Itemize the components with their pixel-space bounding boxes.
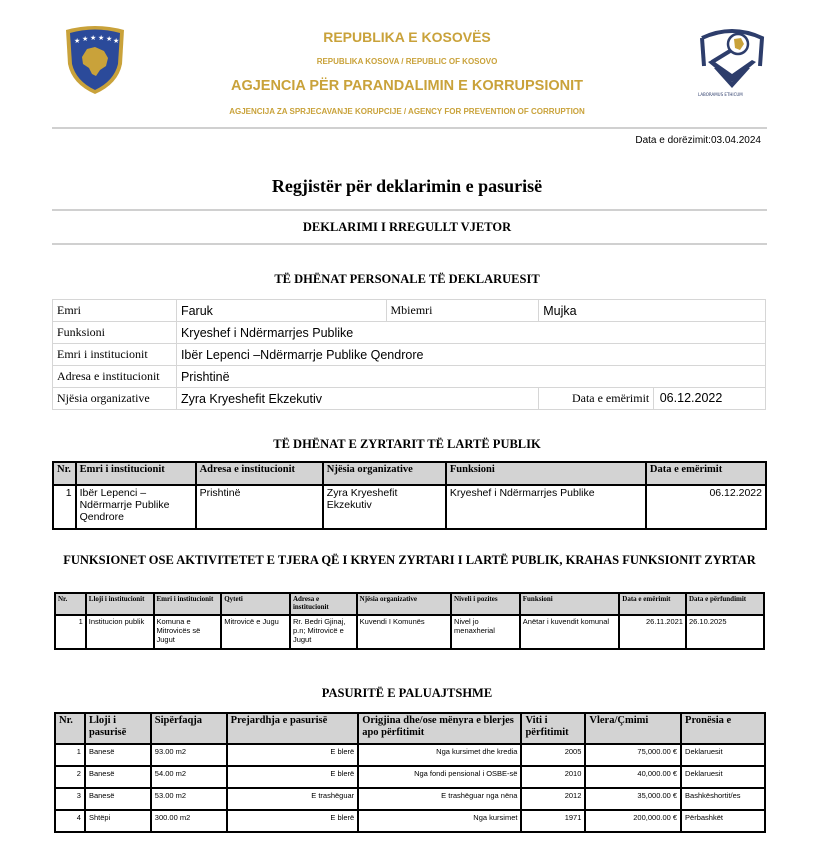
cell-lloji: Banesë — [85, 766, 151, 788]
header-agency-translations: AGJENCIJA ZA SPRJECAVANJE KORUPCIJE / AGENCY FOR PREVENTION OF CORRUPTION — [229, 107, 585, 116]
institucioni-label: Emri i institucionit — [53, 344, 177, 366]
col-prejardhja: Prejardhja e pasurisë — [227, 713, 359, 744]
cell-viti: 2012 — [521, 788, 585, 810]
cell-lloji: Banesë — [85, 744, 151, 766]
cell-nr: 1 — [55, 615, 86, 649]
cell-siperfaqja: 93.00 m2 — [151, 744, 227, 766]
adresa-label: Adresa e institucionit — [53, 366, 177, 388]
cell-pronesia: Deklaruesit — [681, 744, 765, 766]
cell-pronesia: Përbashkët — [681, 810, 765, 832]
header-republic: REPUBLIKA E KOSOVËS — [323, 29, 491, 45]
cell-njesia: Zyra Kryeshefit Ekzekutiv — [323, 485, 446, 529]
table-row — [53, 322, 766, 344]
header-divider — [52, 127, 767, 129]
data-emerimit-value: 06.12.2022 — [659, 391, 723, 405]
document-title: Regjistër për deklarimin e pasurisë — [271, 176, 543, 196]
cell-institucioni: Ibër Lepenci –Ndërmarrje Publike Qendrore — [76, 485, 196, 529]
svg-text:★: ★ — [106, 35, 113, 43]
mbiemri-label: Mbiemri — [386, 300, 539, 322]
cell-niveli: Nivel jo menaxherial — [451, 615, 520, 649]
cell-viti: 2005 — [521, 744, 585, 766]
col-emri-institucionit: Emri i institucionit — [154, 593, 222, 615]
col-funksioni: Funksioni — [520, 593, 620, 615]
real-estate-section-title: PASURITË E PALUAJTSHME — [321, 686, 493, 700]
funksioni-label: Funksioni — [53, 322, 177, 344]
data-emerimit-label: Data e emërimit — [539, 388, 654, 409]
cell-funksioni: Kryeshef i Ndërmarrjes Publike — [446, 485, 646, 529]
svg-text:LABORAMUS ETHICUM: LABORAMUS ETHICUM — [698, 92, 743, 97]
cell-nr: 3 — [55, 788, 85, 810]
cell-pronesia: Bashkëshortit/es — [681, 788, 765, 810]
col-data-emerimit: Data e emërimit — [646, 462, 766, 485]
col-niveli-pozites: Niveli i pozites — [451, 593, 520, 615]
cell-vlera: 75,000.00 € — [585, 744, 681, 766]
cell-pronesia: Deklaruesit — [681, 766, 765, 788]
table-row — [53, 300, 766, 322]
col-nr: Nr. — [55, 593, 86, 615]
personal-section-title: TË DHËNAT PERSONALE TË DEKLARUESIT — [274, 272, 540, 286]
table-row — [53, 344, 766, 366]
col-njesia-organizative: Njësia organizative — [323, 462, 446, 485]
svg-text:★: ★ — [74, 37, 81, 45]
cell-origjina: Nga kursimet — [358, 810, 521, 832]
col-origjina: Origjina dhe/ose mënyra e blerjes apo përfitimit — [358, 713, 521, 744]
cell-prejardhja: E blerë — [227, 766, 359, 788]
table-row — [55, 615, 764, 649]
cell-origjina: Nga kursimet dhe kredia — [358, 744, 521, 766]
cell-prejardhja: E blerë — [227, 810, 359, 832]
table-row — [55, 788, 765, 810]
cell-nr: 2 — [55, 766, 85, 788]
cell-prejardhja: E trashëguar — [227, 788, 359, 810]
document-subtitle: DEKLARIMI I RREGULLT VJETOR — [302, 220, 512, 234]
table-row — [55, 744, 765, 766]
cell-siperfaqja: 53.00 m2 — [151, 788, 227, 810]
col-viti: Viti i përfitimit — [521, 713, 585, 744]
funksioni-value: Kryeshef i Ndërmarrjes Publike — [176, 322, 765, 344]
svg-text:★: ★ — [113, 37, 120, 45]
col-pronesia: Pronësia e — [681, 713, 765, 744]
cell-origjina: Nga fondi pensional i OSBE-së — [358, 766, 521, 788]
table-header-row — [55, 713, 765, 744]
real-estate-table — [54, 712, 766, 833]
mbiemri-value: Mujka — [539, 300, 766, 322]
col-njesia-organizative: Njësia organizative — [357, 593, 451, 615]
col-data-emerimit: Data e emërimit — [619, 593, 686, 615]
cell-nr: 1 — [55, 744, 85, 766]
table-row — [55, 810, 765, 832]
official-data-table — [52, 461, 767, 530]
table-row — [53, 366, 766, 388]
submission-date: Data e dorëzimit:03.04.2024 — [635, 135, 761, 146]
col-adresa-institucionit: Adresa e institucionit — [290, 593, 357, 615]
njesia-value: Zyra Kryeshefit Ekzekutiv — [176, 388, 538, 410]
col-lloji-institucionit: Lloji i institucionit — [86, 593, 154, 615]
other-functions-table — [54, 592, 765, 650]
cell-emri: Komuna e Mitrovicës së Jugut — [154, 615, 222, 649]
cell-qyteti: Mitrovicë e Jugu — [221, 615, 290, 649]
subtitle-divider — [52, 243, 767, 245]
cell-data-emerimit: 26.11.2021 — [619, 615, 686, 649]
cell-vlera: 35,000.00 € — [585, 788, 681, 810]
njesia-label: Njësia organizative — [53, 388, 177, 410]
cell-lloji: Institucion publik — [86, 615, 154, 649]
table-row — [53, 388, 766, 410]
col-nr: Nr. — [55, 713, 85, 744]
cell-nr: 4 — [55, 810, 85, 832]
official-section-title: TË DHËNAT E ZYRTARIT TË LARTË PUBLIK — [273, 437, 541, 451]
cell-vlera: 200,000.00 € — [585, 810, 681, 832]
cell-viti: 2010 — [521, 766, 585, 788]
col-data-perfundimit: Data e përfundimit — [686, 593, 764, 615]
cell-lloji: Banesë — [85, 788, 151, 810]
other-functions-section-title: FUNKSIONET OSE AKTIVITETET E TJERA QË I KRYEN ZYRTARI I LARTË PUBLIK, KRAHAS FUNKSIONIT ZYRTAR — [63, 553, 756, 567]
table-row — [53, 485, 766, 529]
svg-text:★: ★ — [82, 35, 89, 43]
col-emri-institucionit: Emri i institucionit — [76, 462, 196, 485]
cell-funksioni: Anëtar i kuvendit komunal — [520, 615, 620, 649]
cell-viti: 1971 — [521, 810, 585, 832]
table-header-row — [53, 462, 766, 485]
cell-vlera: 40,000.00 € — [585, 766, 681, 788]
cell-origjina: E trashëguar nga nëna — [358, 788, 521, 810]
title-divider — [52, 209, 767, 211]
cell-adresa: Prishtinë — [196, 485, 323, 529]
col-vlera: Vlera/Çmimi — [585, 713, 681, 744]
emri-value: Faruk — [176, 300, 386, 322]
col-siperfaqja: Sipërfaqja — [151, 713, 227, 744]
data-emerimit-cell — [539, 388, 766, 410]
header-republic-translations: REPUBLIKA KOSOVA / REPUBLIC OF KOSOVO — [316, 57, 498, 66]
col-nr: Nr. — [53, 462, 76, 485]
adresa-value: Prishtinë — [176, 366, 765, 388]
svg-text:★: ★ — [90, 34, 97, 42]
cell-prejardhja: E blerë — [227, 744, 359, 766]
cell-siperfaqja: 54.00 m2 — [151, 766, 227, 788]
cell-data-perfundimit: 26.10.2025 — [686, 615, 764, 649]
table-header-row — [55, 593, 764, 615]
cell-siperfaqja: 300.00 m2 — [151, 810, 227, 832]
col-funksioni: Funksioni — [446, 462, 646, 485]
cell-adresa: Rr. Bedri Gjinaj, p.n; Mitrovicë e Jugut — [290, 615, 357, 649]
header-agency: AGJENCIA PËR PARANDALIMIN E KORRUPSIONIT — [230, 78, 584, 94]
col-adresa-institucionit: Adresa e institucionit — [196, 462, 323, 485]
emri-label: Emri — [53, 300, 177, 322]
col-lloji-pasurise: Lloji i pasurisë — [85, 713, 151, 744]
cell-lloji: Shtëpi — [85, 810, 151, 832]
cell-njesia: Kuvendi I Komunës — [357, 615, 451, 649]
cell-data: 06.12.2022 — [646, 485, 766, 529]
table-row — [55, 766, 765, 788]
col-qyteti: Qyteti — [221, 593, 290, 615]
institucioni-value: Ibër Lepenci –Ndërmarrje Publike Qendrore — [176, 344, 765, 366]
cell-nr: 1 — [53, 485, 76, 529]
svg-text:★: ★ — [98, 34, 105, 42]
personal-data-table — [52, 299, 766, 410]
